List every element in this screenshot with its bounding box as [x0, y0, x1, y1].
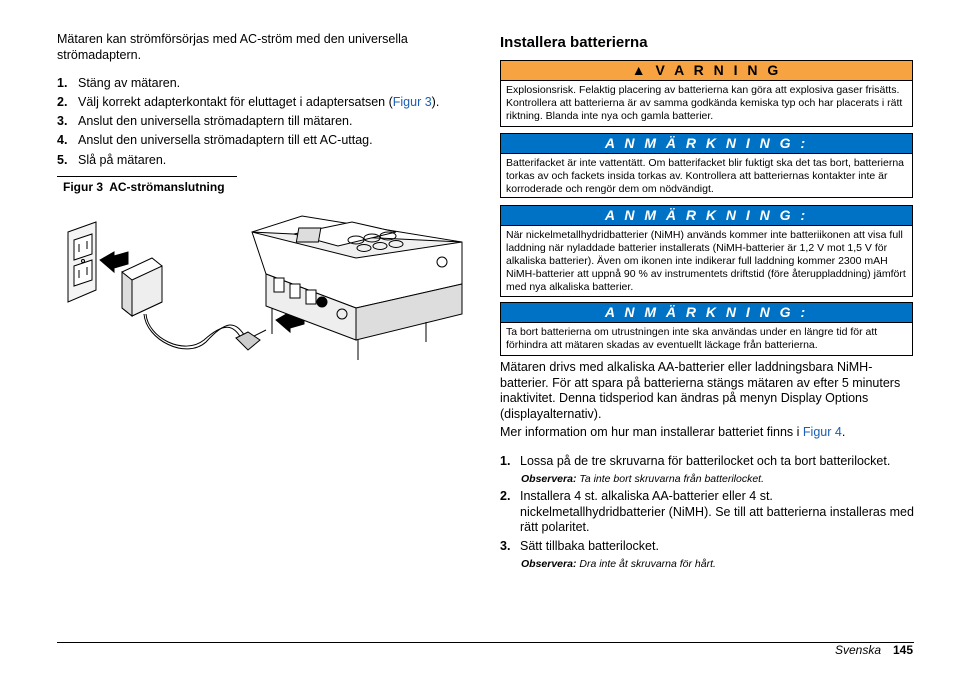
figure-4-link[interactable]: Figur 4 [802, 425, 842, 439]
footer-language: Svenska [835, 643, 882, 657]
note-label: Observera: [521, 473, 577, 485]
note-box-1 [500, 133, 913, 198]
more-info-text: Mer information om hur man installerar batteriet finns i [500, 425, 803, 439]
more-info-end: . [841, 425, 846, 439]
step-text: Välj korrekt adapterkontakt för eluttaget i adaptersatsen ( [78, 95, 393, 109]
note-text: Ta inte bort skruvarna från batterilocket. [579, 473, 764, 485]
step-2 [57, 95, 439, 111]
step-text-end: ). [431, 95, 440, 109]
intro-paragraph: Mätaren kan strömförsörjas med AC-ström med den universella strömadaptern. [57, 32, 408, 62]
note-text: När nickelmetallhydridbatterier (NiMH) används kommer inte batteriikonen att visa full laddning när nyladdade batterier installerats (NiMH-batterier är 1,2 V mot 1,5 V för alkaliska batterier). Även om ikonen inte indikerar full laddning kommer 2300 mAH NiMH-batterier att uppnå 90 % av instrumentets driftstid (före återuppladdning) jämfört med nya alkaliska batterier. [506, 229, 906, 293]
note-text: Ta bort batterierna om utrustningen inte ska användas under en längre tid för att förhindra att mätaren skadas av eventuellt läckage från batterierna. [506, 326, 878, 351]
step-number: 5. [57, 153, 68, 167]
warning-box [500, 60, 913, 127]
note-box-2 [500, 205, 913, 297]
step-number: 1. [57, 76, 68, 90]
step-4 [57, 133, 373, 149]
step-5 [57, 153, 166, 169]
note-text: Batterifacket är inte vattentätt. Om batterifacket blir fuktigt ska det tas bort, batterierna torkas av och fackets insida torkas av. Kontrollera att batteriernas kontakter inte är korroderade och rengör dem om nödvändigt. [506, 157, 905, 195]
figure-caption-rule [57, 176, 237, 177]
step-3 [57, 114, 352, 130]
figure-caption: Figur 3 AC-strömanslutning [63, 180, 225, 194]
warning-title: V A R N I N G [655, 62, 782, 78]
warning-text: Explosionsrisk. Felaktig placering av batterierna kan göra att explosiva gaser frisätts. Kontrollera att batterierna är av samma godkända kemiska typ och har placerats i rätt riktning. Blanda inte nya och gamla batterier. [506, 84, 903, 122]
battery-step-3 [500, 539, 920, 555]
step-number: 4. [57, 133, 68, 147]
step-number: 2. [500, 489, 511, 503]
step-text: Stäng av mätaren. [78, 76, 181, 90]
note-box-3 [500, 302, 913, 356]
step-text: Installera 4 st. alkaliska AA-batterier eller 4 st. nickelmetallhydridbatterier (NiMH). Se till att batterierna installeras med rätt polaritet. [520, 489, 914, 534]
step-number: 2. [57, 95, 68, 109]
step-text: Anslut den universella strömadaptern till ett AC-uttag. [78, 133, 373, 147]
battery-step-3-note [521, 558, 716, 571]
battery-step-1 [500, 454, 920, 470]
footer-page-number: 145 [893, 643, 914, 657]
note-title: A N M Ä R K N I N G : [501, 134, 912, 154]
step-number: 1. [500, 454, 511, 468]
step-number: 3. [57, 114, 68, 128]
battery-paragraph: Mätaren drivs med alkaliska AA-batterier eller laddningsbara NiMH-batterier. För att spara på batterierna stängs mätaren av efter 5 minuters inaktivitet. Denna tidsperiod kan ändras på menyn Display Options (displayalternativ). [500, 360, 901, 421]
step-number: 3. [500, 539, 511, 553]
footer-rule [57, 642, 914, 643]
battery-step-1-note [521, 473, 764, 486]
ac-connection-figure [66, 210, 466, 365]
step-text: Anslut den universella strömadaptern till mätaren. [78, 114, 353, 128]
step-text: Slå på mätaren. [78, 153, 167, 167]
battery-step-2 [500, 489, 920, 536]
step-text: Lossa på de tre skruvarna för batterilocket och ta bort batterilocket. [520, 454, 891, 468]
step-text: Sätt tillbaka batterilocket. [520, 539, 659, 553]
figure-3-link[interactable]: Figur 3 [392, 95, 432, 109]
more-info-paragraph [500, 425, 915, 441]
step-1 [57, 76, 180, 92]
warning-header [501, 61, 912, 81]
note-text: Dra inte åt skruvarna för hårt. [579, 558, 716, 570]
note-title: A N M Ä R K N I N G : [501, 303, 912, 323]
note-label: Observera: [521, 558, 577, 570]
section-heading: Installera batterierna [500, 34, 648, 51]
note-title: A N M Ä R K N I N G : [501, 206, 912, 226]
warning-triangle-icon: ▲ [631, 62, 649, 78]
